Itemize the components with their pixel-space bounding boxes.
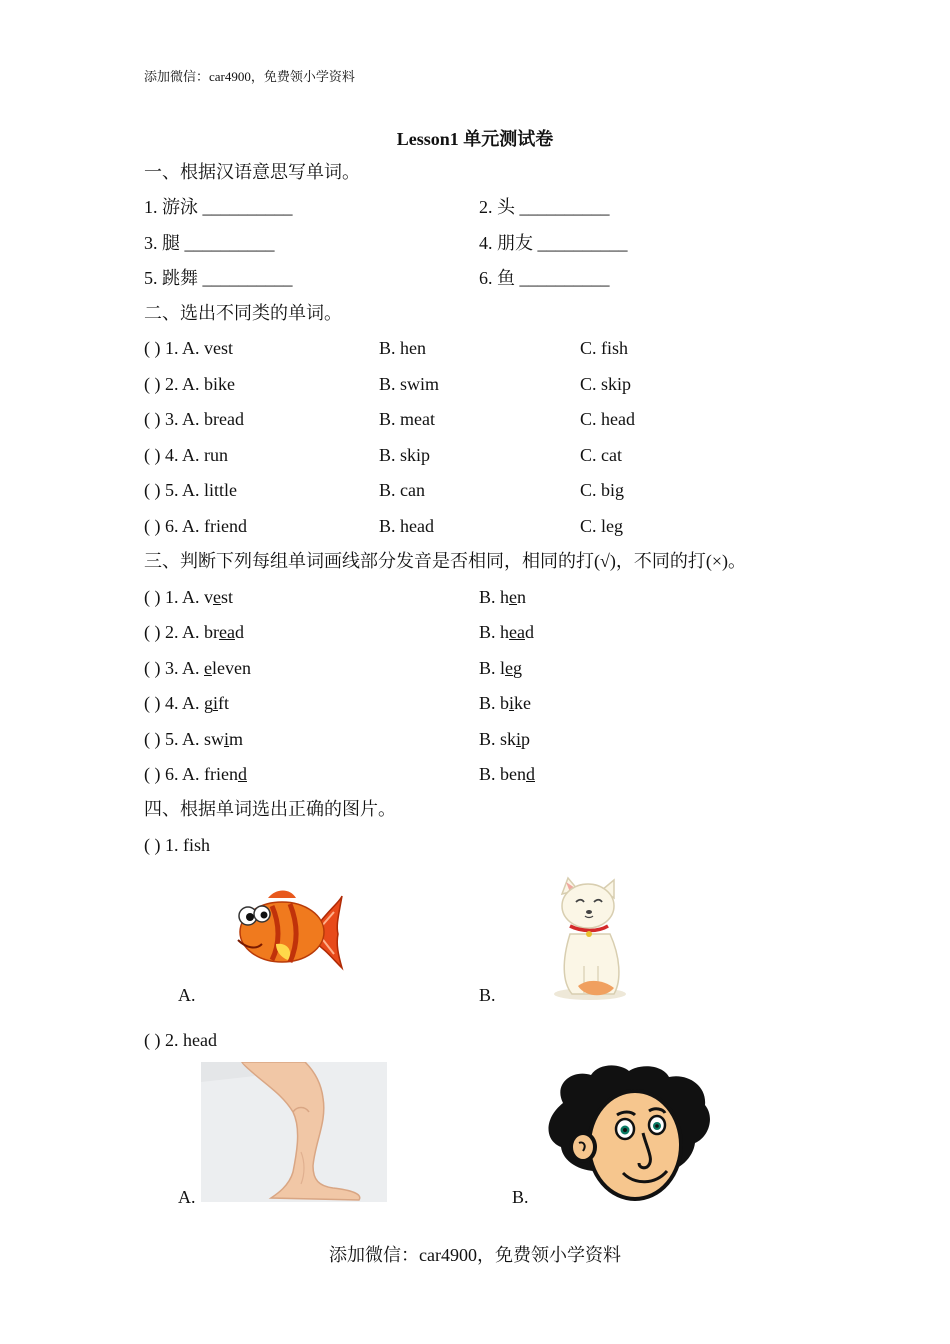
s2-b-4: B. skip (379, 445, 431, 465)
s3-b-4: B. bike (479, 693, 532, 713)
s2-c-2: C. skip (580, 374, 632, 394)
footer-note: 添加微信：car4900，免费领小学资料 (329, 1245, 621, 1265)
s4-q2-label: ( ) 2. head (144, 1030, 217, 1050)
s3-b-6: B. bend (479, 764, 535, 784)
s1-item-4: 4. 朋友 __________ (479, 233, 628, 253)
s1-item-5: 5. 跳舞 __________ (144, 268, 293, 288)
header-note: 添加微信：car4900，免费领小学资料 (144, 69, 355, 84)
s2-c-4: C. cat (580, 445, 622, 465)
s2-q-6: ( ) 6. A. friend (144, 516, 247, 536)
section1-heading: 一、根据汉语意思写单词。 (144, 162, 360, 182)
s3-b-5: B. skip (479, 729, 531, 749)
s1-item-3: 3. 腿 __________ (144, 233, 275, 253)
s3-a-1: ( ) 1. A. vest (144, 587, 234, 607)
s1-item-2: 2. 头 __________ (479, 197, 610, 217)
head-picture (543, 1063, 713, 1203)
s2-b-2: B. swim (379, 374, 440, 394)
s4-q1-option-b: B. (479, 985, 496, 1005)
s2-c-5: C. big (580, 480, 625, 500)
s2-q-3: ( ) 3. A. bread (144, 409, 244, 429)
s4-q2-option-b: B. (512, 1187, 529, 1207)
s3-b-2: B. head (479, 622, 534, 642)
cat-picture (548, 870, 634, 1004)
s2-b-6: B. head (379, 516, 434, 536)
section2-heading: 二、选出不同类的单词。 (144, 303, 342, 323)
s3-a-6: ( ) 6. A. friend (144, 764, 247, 784)
s2-q-2: ( ) 2. A. bike (144, 374, 235, 394)
s2-q-5: ( ) 5. A. little (144, 480, 237, 500)
s2-c-1: C. fish (580, 338, 629, 358)
s2-b-5: B. can (379, 480, 425, 500)
s2-b-3: B. meat (379, 409, 435, 429)
s3-a-4: ( ) 4. A. gift (144, 693, 230, 713)
s3-b-1: B. hen (479, 587, 527, 607)
s4-q1-label: ( ) 1. fish (144, 835, 210, 855)
section3-heading: 三、判断下列每组单词画线部分发音是否相同，相同的打(√)，不同的打(×)。 (144, 551, 747, 571)
s2-b-1: B. hen (379, 338, 426, 358)
section4-heading: 四、根据单词选出正确的图片。 (144, 799, 396, 819)
s3-a-5: ( ) 5. A. swim (144, 729, 244, 749)
leg-picture (201, 1062, 387, 1202)
page-title: Lesson1 单元测试卷 (396, 129, 554, 149)
s2-c-6: C. leg (580, 516, 623, 536)
s3-b-3: B. leg (479, 658, 523, 678)
s4-q1-option-a: A. (178, 985, 196, 1005)
s2-q-4: ( ) 4. A. run (144, 445, 228, 465)
fish-picture (228, 884, 346, 976)
s1-item-1: 1. 游泳 __________ (144, 197, 293, 217)
s1-item-6: 6. 鱼 __________ (479, 268, 610, 288)
s3-a-2: ( ) 2. A. bread (144, 622, 244, 642)
s2-q-1: ( ) 1. A. vest (144, 338, 233, 358)
s4-q2-option-a: A. (178, 1187, 196, 1207)
s2-c-3: C. head (580, 409, 635, 429)
s3-a-3: ( ) 3. A. eleven (144, 658, 251, 678)
